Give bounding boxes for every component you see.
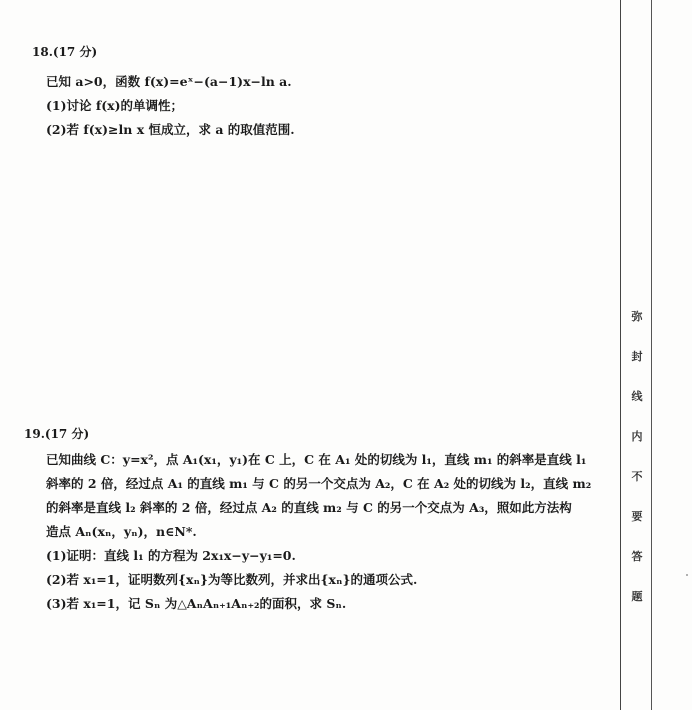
problem-text-line: 已知 a>0，函数 f(x)=eˣ−(a−1)x−ln a. xyxy=(46,74,292,89)
problem-18-header xyxy=(32,44,620,60)
problem-points: (17 分) xyxy=(52,45,98,59)
seal-char: 弥 xyxy=(631,310,643,323)
seal-char: 内 xyxy=(631,430,643,443)
problem-number: 19. xyxy=(24,427,45,441)
problem-part-1: (1)讨论 f(x)的单调性； xyxy=(46,98,184,113)
seal-char: 不 xyxy=(631,470,643,483)
problem-18-body xyxy=(0,70,620,142)
problem-19-body xyxy=(0,448,620,616)
problem-18 xyxy=(0,44,620,142)
seal-char: 答 xyxy=(631,550,643,563)
problem-part-2: (2)若 x₁=1，证明数列{xₙ}为等比数列，并求出{xₙ}的通项公式. xyxy=(46,572,418,587)
seal-line-notice xyxy=(627,310,647,630)
problem-text-line: 斜率的 2 倍，经过点 A₁ 的直线 m₁ 与 C 的另一个交点为 A₂，C 在 A₂ 处的切线为 l₂，直线 m₂ xyxy=(46,476,592,491)
problem-text-line: 已知曲线 C：y=x²，点 A₁(x₁，y₁)在 C 上，C 在 A₁ 处的切线为 l₁，直线 m₁ 的斜率是直线 l₁ xyxy=(46,452,587,467)
problem-points: (17 分) xyxy=(44,427,90,441)
seal-char: 要 xyxy=(631,510,643,523)
seal-char: 线 xyxy=(631,390,643,403)
problem-text-line: 的斜率是直线 l₂ 斜率的 2 倍，经过点 A₂ 的直线 m₂ 与 C 的另一个交点为 A₃，照如此方法构 xyxy=(46,500,572,515)
problem-part-3: (3)若 x₁=1，记 Sₙ 为△AₙAₙ₊₁Aₙ₊₂的面积，求 Sₙ. xyxy=(46,596,347,611)
seal-margin-line xyxy=(620,0,621,710)
scan-speck xyxy=(686,574,688,576)
problem-number: 18. xyxy=(32,45,53,59)
problem-part-2: (2)若 f(x)≥ln x 恒成立，求 a 的取值范围. xyxy=(46,122,295,137)
seal-margin-line xyxy=(651,0,652,710)
problem-19 xyxy=(0,426,620,616)
seal-char: 封 xyxy=(631,350,643,363)
problem-text-line: 造点 Aₙ(xₙ，yₙ)，n∈N*. xyxy=(46,524,197,539)
problem-part-1: (1)证明：直线 l₁ 的方程为 2x₁x−y−y₁=0. xyxy=(46,548,296,563)
problem-19-header xyxy=(24,426,620,442)
seal-char: 题 xyxy=(631,590,643,603)
